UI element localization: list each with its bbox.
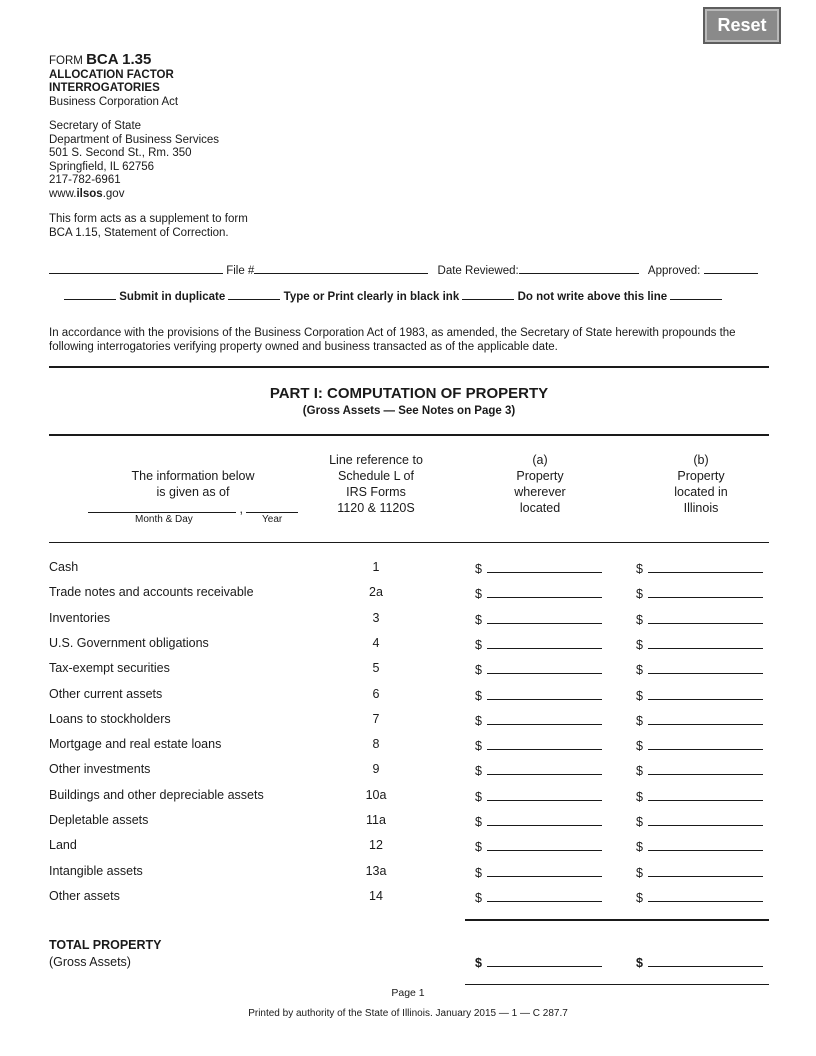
amount-input-a[interactable] xyxy=(487,840,602,851)
amount-cell-a[interactable] xyxy=(475,661,602,679)
amount-input-b[interactable] xyxy=(648,714,763,725)
line-reference-header: Line reference to Schedule L of IRS Forms 1120 & 1120S xyxy=(329,453,423,515)
row-label: Mortgage and real estate loans xyxy=(49,737,222,752)
row-label: U.S. Government obligations xyxy=(49,635,209,650)
amount-input-a[interactable] xyxy=(487,891,602,902)
office-line: 501 S. Second St., Rm. 350 xyxy=(49,147,192,159)
form-number-line xyxy=(49,53,178,69)
amount-input-a[interactable] xyxy=(487,663,602,674)
amount-cell-a[interactable] xyxy=(475,864,602,882)
currency-symbol: $ xyxy=(475,764,482,779)
form-act: Business Corporation Act xyxy=(49,95,179,108)
amount-input-a[interactable] xyxy=(487,613,602,624)
currency-symbol: $ xyxy=(636,663,643,678)
currency-symbol: $ xyxy=(475,612,482,627)
currency-symbol: $ xyxy=(475,865,482,880)
part-title: PART I: COMPUTATION OF PROPERTY xyxy=(269,385,549,402)
amount-cell-b[interactable] xyxy=(636,560,763,578)
amount-cell-a[interactable] xyxy=(475,585,602,603)
office-line: Secretary of State xyxy=(49,120,142,132)
currency-symbol: $ xyxy=(475,890,482,905)
amount-cell-a[interactable] xyxy=(475,611,602,629)
divider xyxy=(49,434,769,436)
amount-cell-a[interactable] xyxy=(475,889,602,907)
row-label: Buildings and other depreciable assets xyxy=(49,787,264,802)
amount-input-b[interactable] xyxy=(648,739,763,750)
row-reference: 12 xyxy=(369,838,383,853)
currency-symbol: $ xyxy=(636,890,643,905)
currency-symbol: $ xyxy=(475,688,482,703)
office-line: Springfield, IL 62756 xyxy=(49,160,155,173)
row-label: Intangible assets xyxy=(49,863,143,878)
row-label: Other assets xyxy=(49,888,120,903)
currency-symbol: $ xyxy=(636,865,643,880)
row-reference: 3 xyxy=(372,610,380,625)
amount-input-a[interactable] xyxy=(487,790,602,801)
approved-blank xyxy=(704,264,758,274)
currency-symbol: $ xyxy=(636,764,643,779)
amount-cell-a[interactable] xyxy=(475,636,602,654)
form-header xyxy=(49,53,178,109)
reset-button[interactable]: Reset xyxy=(703,7,781,44)
column-a-header: (a) Property wherever located xyxy=(514,453,566,515)
currency-symbol: $ xyxy=(475,789,482,804)
amount-input-a[interactable] xyxy=(487,587,602,598)
amount-input-b[interactable] xyxy=(648,891,763,902)
amount-cell-b[interactable] xyxy=(636,636,763,654)
office-use-line xyxy=(49,264,769,277)
divider xyxy=(49,542,769,543)
amount-input-b[interactable] xyxy=(648,790,763,801)
form-number: BCA 1.35 xyxy=(86,51,152,68)
currency-symbol: $ xyxy=(636,637,643,652)
currency-symbol: $ xyxy=(475,637,482,652)
instructions-line xyxy=(64,291,722,303)
total-col-b-input[interactable] xyxy=(648,956,763,967)
intro-paragraph: In accordance with the provisions of the Business Corporation Act of 1983, as amended, the Secretary of State herewith propounds the following interrogatories verifying property owned and business transacted as of the applicable date. xyxy=(49,327,736,353)
row-label: Inventories xyxy=(49,610,111,625)
amount-cell-a[interactable] xyxy=(475,737,602,755)
amount-cell-b[interactable] xyxy=(636,838,763,856)
amount-input-a[interactable] xyxy=(487,689,602,700)
currency-symbol: $ xyxy=(475,840,482,855)
amount-cell-b[interactable] xyxy=(636,661,763,679)
divider xyxy=(465,984,769,985)
amount-cell-b[interactable] xyxy=(636,611,763,629)
row-reference: 11a xyxy=(366,813,386,827)
year-input[interactable] xyxy=(246,503,298,513)
amount-input-b[interactable] xyxy=(648,663,763,674)
year-caption: Year xyxy=(262,514,283,525)
approved-label: Approved: xyxy=(647,265,701,277)
row-label: Cash xyxy=(49,560,79,574)
row-reference: 8 xyxy=(372,737,380,752)
amount-input-a[interactable] xyxy=(487,866,602,877)
row-reference: 7 xyxy=(372,711,380,726)
office-address xyxy=(49,120,219,201)
row-label: Loans to stockholders xyxy=(49,711,171,726)
row-reference: 13a xyxy=(365,863,387,878)
currency-symbol: $ xyxy=(636,840,643,855)
row-label: Land xyxy=(49,838,77,853)
currency-symbol: $ xyxy=(475,587,482,602)
type-print-text: Type or Print clearly in black ink xyxy=(283,291,460,303)
currency-symbol: $ xyxy=(475,713,482,728)
do-not-write-text: Do not write above this line xyxy=(517,291,668,303)
amount-cell-b[interactable] xyxy=(636,687,763,705)
amount-cell-a[interactable] xyxy=(475,560,602,578)
amount-cell-a[interactable] xyxy=(475,788,602,806)
printed-by-authority: Printed by authority of the State of Illinois. January 2015 — 1 — C 287.7 xyxy=(248,1008,568,1019)
divider xyxy=(49,366,769,368)
currency-symbol: $ xyxy=(475,663,482,678)
currency-symbol: $ xyxy=(636,789,643,804)
submit-duplicate-text: Submit in duplicate xyxy=(119,291,226,303)
currency-symbol: $ xyxy=(636,815,643,829)
row-reference: 2a xyxy=(369,585,383,600)
amount-input-b[interactable] xyxy=(648,562,763,573)
amount-cell-b[interactable] xyxy=(636,813,763,831)
amount-cell-b[interactable] xyxy=(636,889,763,907)
amount-cell-b[interactable] xyxy=(636,585,763,603)
amount-input-b[interactable] xyxy=(648,866,763,877)
amount-input-a[interactable] xyxy=(487,562,602,573)
amount-cell-a[interactable] xyxy=(475,762,602,780)
divider xyxy=(465,919,769,921)
amount-input-b[interactable] xyxy=(648,815,763,826)
month-day-input[interactable] xyxy=(88,503,236,513)
part-subtitle: (Gross Assets — See Notes on Page 3) xyxy=(302,405,516,417)
date-reviewed-blank xyxy=(519,264,639,274)
currency-symbol: $ xyxy=(475,815,482,829)
amount-input-b[interactable] xyxy=(648,587,763,598)
currency-symbol: $ xyxy=(636,587,643,602)
website-link[interactable]: www.ilsos.gov xyxy=(49,187,125,200)
page-number: Page 1 xyxy=(391,987,425,999)
office-blank xyxy=(49,264,223,274)
currency-symbol: $ xyxy=(636,562,643,576)
row-label: Other current assets xyxy=(49,686,163,701)
as-of-date-field[interactable]: , xyxy=(88,502,298,516)
currency-symbol: $ xyxy=(636,739,643,754)
amount-cell-b[interactable] xyxy=(636,788,763,806)
amount-input-a[interactable] xyxy=(487,815,602,826)
amount-input-b[interactable] xyxy=(648,613,763,624)
column-b-header: (b) Property located in Illinois xyxy=(674,453,728,515)
row-reference: 5 xyxy=(372,661,380,676)
row-reference: 6 xyxy=(372,686,380,701)
row-reference: 10a xyxy=(365,787,387,802)
amount-input-a[interactable] xyxy=(487,739,602,750)
amount-cell-b[interactable] xyxy=(636,737,763,755)
total-col-b[interactable]: $ xyxy=(636,954,763,972)
row-reference: 1 xyxy=(372,560,380,574)
supplement-note: This form acts as a supplement to form BCA 1.15, Statement of Correction. xyxy=(49,213,248,239)
currency-symbol: $ xyxy=(475,739,482,754)
amount-cell-a[interactable] xyxy=(475,687,602,705)
form-title-line2: INTERROGATORIES xyxy=(49,82,160,94)
amount-input-b[interactable] xyxy=(648,638,763,649)
info-date-header: The information below is given as of xyxy=(131,469,255,499)
amount-input-a[interactable] xyxy=(487,714,602,725)
amount-input-a[interactable] xyxy=(487,638,602,649)
amount-cell-a[interactable] xyxy=(475,813,602,831)
amount-cell-a[interactable] xyxy=(475,712,602,730)
row-reference: 9 xyxy=(372,762,380,777)
office-line: 217-782-6961 xyxy=(49,174,121,186)
total-col-a-input[interactable] xyxy=(487,956,602,967)
row-label: Tax-exempt securities xyxy=(49,661,170,676)
file-number-blank xyxy=(254,264,428,274)
amount-input-b[interactable] xyxy=(648,764,763,775)
amount-input-b[interactable] xyxy=(648,840,763,851)
amount-cell-b[interactable] xyxy=(636,762,763,780)
row-label: Other investments xyxy=(49,762,151,777)
row-label: Trade notes and accounts receivable xyxy=(49,585,254,600)
currency-symbol: $ xyxy=(636,688,643,703)
amount-cell-b[interactable] xyxy=(636,864,763,882)
office-line: Department of Business Services xyxy=(49,133,220,146)
row-reference: 14 xyxy=(369,888,383,903)
amount-input-a[interactable] xyxy=(487,764,602,775)
currency-symbol: $ xyxy=(636,713,643,728)
total-property-label: TOTAL PROPERTY (Gross Assets) xyxy=(49,938,162,969)
month-day-caption: Month & Day xyxy=(135,514,193,525)
amount-input-b[interactable] xyxy=(648,689,763,700)
total-col-a[interactable]: $ xyxy=(475,954,602,972)
currency-symbol: $ xyxy=(475,562,482,576)
date-reviewed-label: Date Reviewed: xyxy=(437,265,519,277)
row-reference: 4 xyxy=(372,635,380,650)
amount-cell-b[interactable] xyxy=(636,712,763,730)
file-label: File # xyxy=(226,265,255,277)
currency-symbol: $ xyxy=(636,612,643,627)
form-title-line1: ALLOCATION FACTOR xyxy=(49,68,174,81)
amount-cell-a[interactable] xyxy=(475,838,602,856)
form-prefix: FORM xyxy=(49,55,83,67)
row-label: Depletable assets xyxy=(49,813,149,827)
